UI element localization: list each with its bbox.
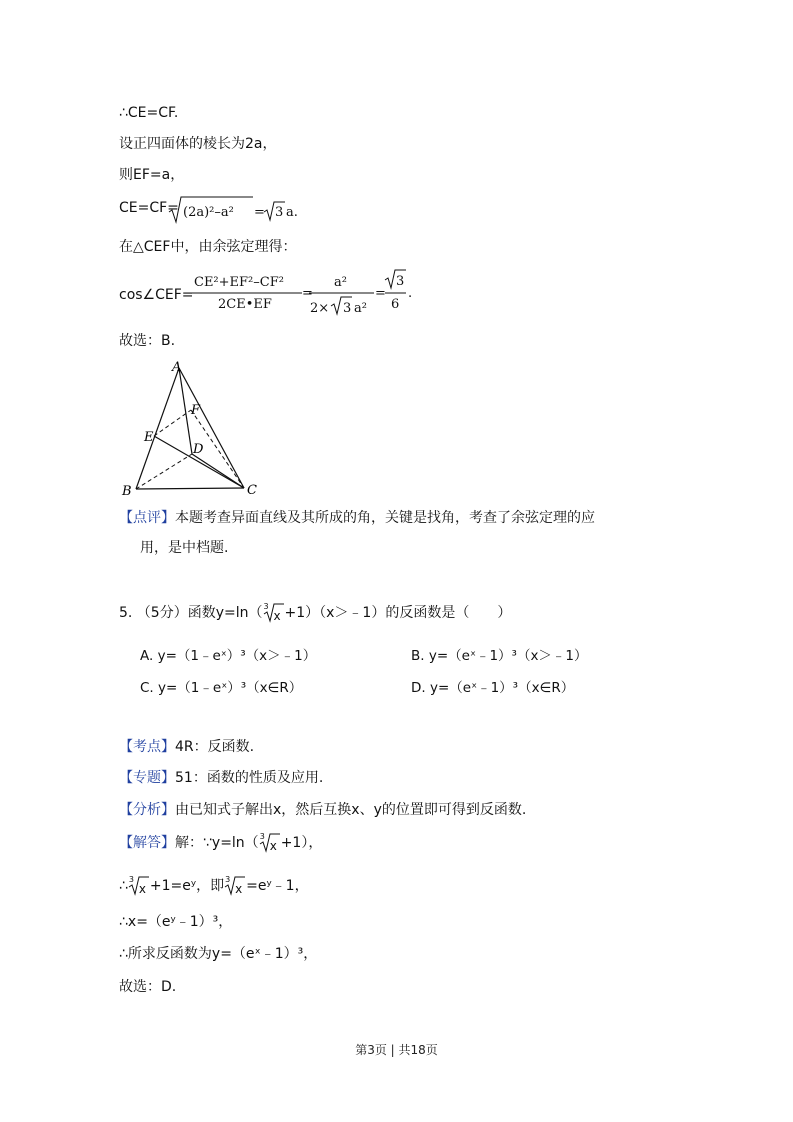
comment-line-1 [119, 508, 595, 528]
svg-text:=: = [375, 286, 386, 301]
cube-root [263, 603, 285, 621]
option-d: D. y=（eˣ﹣1）³（x∈R） [411, 680, 575, 696]
step-1-line [119, 876, 309, 896]
cos-formula [192, 268, 422, 322]
fraction-2-den-a: 2× [310, 301, 330, 316]
sqrt-3: 3 [275, 205, 284, 220]
fraction-2-den-root: 3 [343, 301, 352, 316]
option-a: A. y=（1﹣eˣ）³（x＞﹣1） [140, 648, 317, 664]
step-1-a: ∴ [119, 878, 128, 894]
comment-text-1: 本题考查异面直线及其所成的角，关键是找角，考查了余弦定理的应 [175, 510, 595, 526]
fenxi-text: 由已知式子解出x，然后互换x、y的位置即可得到反函数. [175, 802, 527, 818]
fraction-2-numerator: a² [334, 275, 347, 290]
fraction-1-denominator: 2CE•EF [218, 297, 272, 312]
fraction-3-numerator: 3 [396, 274, 405, 289]
vertex-label-f: F [191, 403, 201, 418]
step-1-b: +1=eʸ，即 [149, 878, 225, 894]
root-radicand: x [269, 839, 277, 853]
fraction-1-numerator: CE²+EF²–CF² [194, 275, 284, 290]
radicand: (2a)²–a² [183, 205, 234, 220]
question-stem-a: 5. （5分）函数y=ln（ [119, 605, 263, 621]
kaodian-text: 4R：反函数. [175, 739, 255, 755]
solution-line-1: ∴CE=CF. [119, 105, 179, 121]
vertex-label-a: A [172, 360, 182, 375]
vertex-label-d: D [193, 442, 204, 457]
root-index: 3 [263, 602, 269, 611]
solution-line-5: 在△CEF中，由余弦定理得： [119, 239, 297, 255]
jieda-label: 【解答】 [119, 835, 175, 851]
option-c: C. y=（1﹣eˣ）³（x∈R） [140, 680, 303, 696]
comment-label: 【点评】 [119, 510, 175, 526]
solution-line-2: 设正四面体的棱长为2a， [119, 136, 277, 152]
option-b: B. y=（eˣ﹣1）³（x＞﹣1） [411, 648, 588, 664]
root-radicand: x [235, 882, 243, 896]
step-3-line: ∴所求反函数为y=（eˣ﹣1）³， [119, 946, 318, 962]
step-2-line: ∴x=（eʸ﹣1）³， [119, 914, 233, 930]
fraction-2-den-c: a² [354, 301, 367, 316]
tetrahedron-figure [114, 356, 274, 501]
kaodian-label: 【考点】 [119, 739, 175, 755]
cube-root: 3 x [128, 876, 150, 894]
fraction-3-denominator: 6 [391, 297, 400, 312]
kaodian-line [119, 737, 254, 757]
equation-prefix: CE=CF= [119, 200, 179, 216]
fenxi-line [119, 800, 526, 820]
fenxi-label: 【分析】 [119, 802, 175, 818]
root-radicand: x [138, 882, 147, 896]
svg-text:=: = [302, 286, 313, 301]
tail-a: a. [286, 205, 298, 220]
question-5-stem [119, 603, 511, 623]
jieda-text-a: 解：∵y=ln（ [175, 835, 259, 851]
vertex-label-b: B [122, 484, 132, 499]
root-radicand: x [273, 609, 281, 623]
svg-text:.: . [408, 286, 413, 301]
equals-sign: = [254, 205, 265, 220]
zhuanti-line [119, 768, 323, 788]
question-stem-b: +1）（x＞﹣1）的反函数是（ ） [284, 605, 512, 621]
page-footer: 第3页 | 共18页 [355, 1043, 438, 1057]
cube-root: 3 x [259, 833, 281, 851]
jieda-line [119, 833, 322, 853]
comment-line-2: 用，是中档题. [140, 540, 229, 556]
cos-prefix: cos∠CEF= [119, 287, 194, 303]
solution-line-3: 则EF=a， [119, 167, 185, 183]
step-4-line: 故选：D. [119, 979, 177, 995]
vertex-label-e: E [144, 430, 154, 445]
sqrt-expression [167, 194, 327, 226]
cube-root: 3 x [224, 876, 246, 894]
zhuanti-text: 51：函数的性质及应用. [175, 770, 324, 786]
step-1-c: =eʸ﹣1， [246, 878, 309, 894]
choice-line: 故选：B. [119, 333, 176, 349]
zhuanti-label: 【专题】 [119, 770, 175, 786]
jieda-text-b: +1）， [280, 835, 323, 851]
vertex-label-c: C [247, 483, 257, 498]
